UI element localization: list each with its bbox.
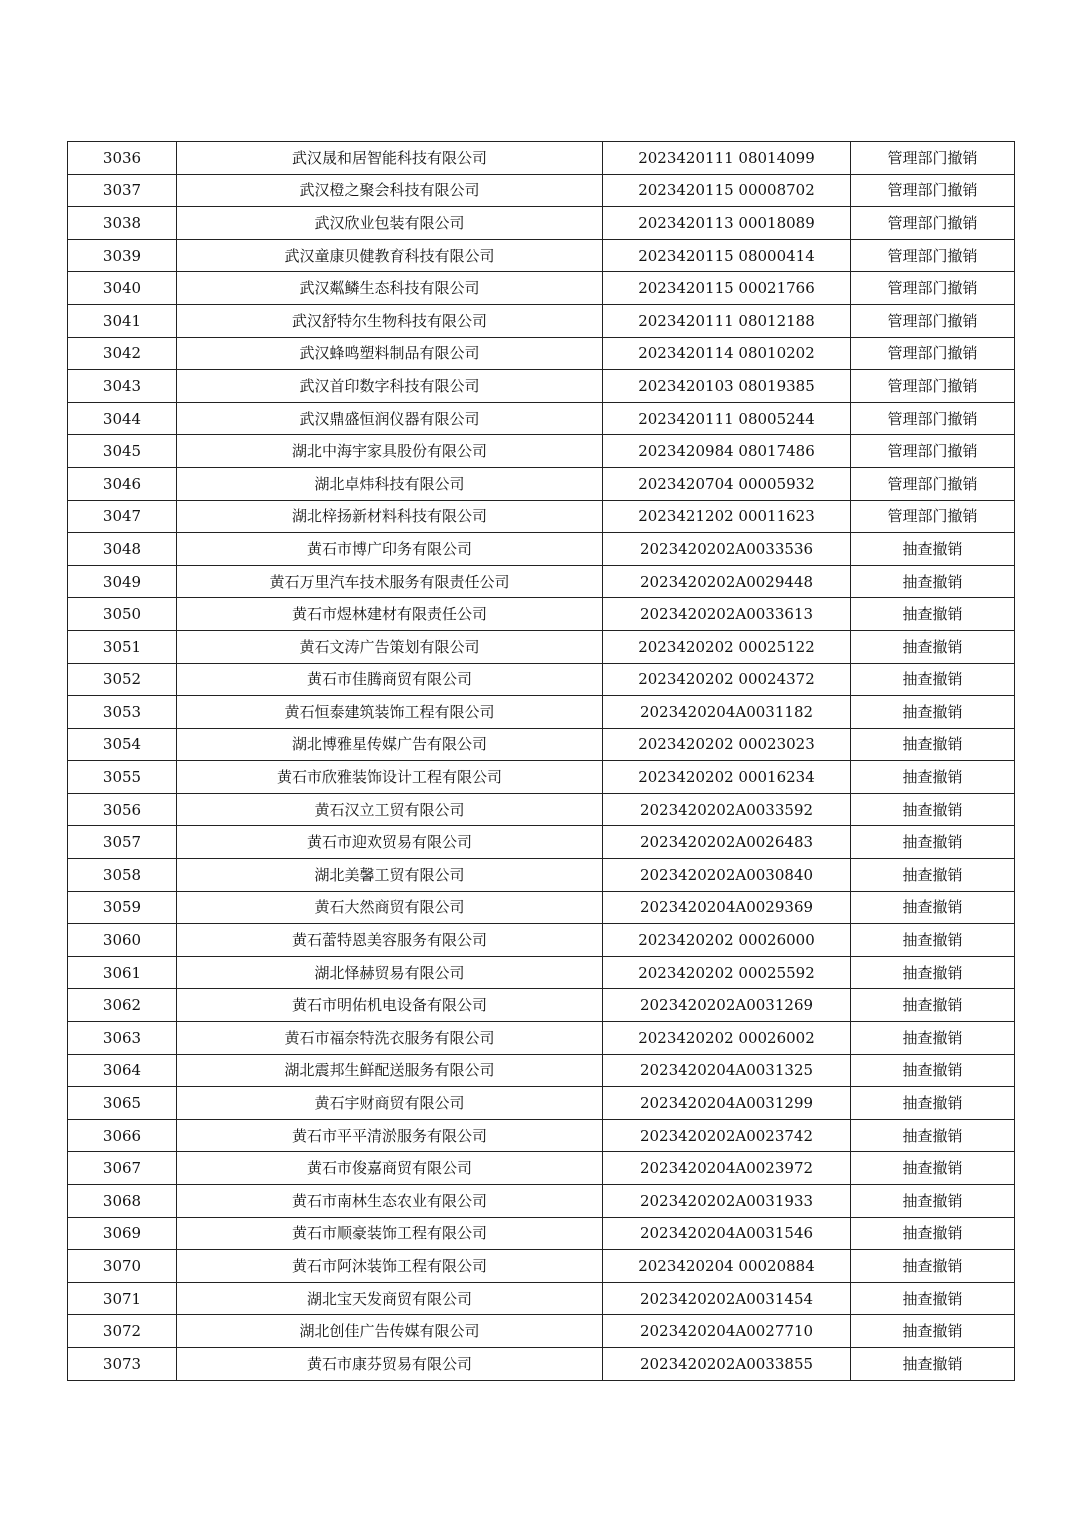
- row-number-cell: 3049: [68, 565, 177, 598]
- revocation-reason-cell: 抽查撤销: [851, 891, 1015, 924]
- certificate-code-cell: 2023420113 00018089: [603, 207, 851, 240]
- table-row: [68, 142, 1015, 175]
- company-name-cell: 黄石市顺豪装饰工程有限公司: [177, 1217, 603, 1250]
- row-number-cell: 3047: [68, 500, 177, 533]
- table-row: [68, 1217, 1015, 1250]
- row-number-cell: 3053: [68, 696, 177, 729]
- certificate-code-cell: 2023420111 08005244: [603, 402, 851, 435]
- table-row: [68, 826, 1015, 859]
- table-row: [68, 1152, 1015, 1185]
- row-number-cell: 3044: [68, 402, 177, 435]
- company-name-cell: 湖北中海宇家具股份有限公司: [177, 435, 603, 468]
- row-number-cell: 3052: [68, 663, 177, 696]
- row-number-cell: 3062: [68, 989, 177, 1022]
- row-number-cell: 3067: [68, 1152, 177, 1185]
- row-number-cell: 3048: [68, 533, 177, 566]
- table-row: [68, 533, 1015, 566]
- revocation-reason-cell: 管理部门撤销: [851, 174, 1015, 207]
- table-row: [68, 663, 1015, 696]
- row-number-cell: 3056: [68, 793, 177, 826]
- row-number-cell: 3068: [68, 1185, 177, 1218]
- certificate-code-cell: 2023420202A0030840: [603, 859, 851, 892]
- certificate-code-cell: 2023420114 08010202: [603, 337, 851, 370]
- certificate-code-cell: 2023420115 08000414: [603, 239, 851, 272]
- table-row: [68, 1250, 1015, 1283]
- table-row: [68, 435, 1015, 468]
- revocation-reason-cell: 抽查撤销: [851, 1152, 1015, 1185]
- revocation-reason-cell: 抽查撤销: [851, 1054, 1015, 1087]
- row-number-cell: 3043: [68, 370, 177, 403]
- table-row: [68, 1054, 1015, 1087]
- certificate-code-cell: 2023420202A0033613: [603, 598, 851, 631]
- row-number-cell: 3071: [68, 1282, 177, 1315]
- table-row: [68, 500, 1015, 533]
- row-number-cell: 3045: [68, 435, 177, 468]
- certificate-code-cell: 2023420204 00020884: [603, 1250, 851, 1283]
- company-name-cell: 武汉晟和居智能科技有限公司: [177, 142, 603, 175]
- table-row: [68, 174, 1015, 207]
- revocation-reason-cell: 抽查撤销: [851, 1315, 1015, 1348]
- table-row: [68, 989, 1015, 1022]
- company-name-cell: 黄石市明佑机电设备有限公司: [177, 989, 603, 1022]
- certificate-code-cell: 2023420202A0031269: [603, 989, 851, 1022]
- table-row: [68, 239, 1015, 272]
- company-name-cell: 武汉童康贝健教育科技有限公司: [177, 239, 603, 272]
- table-row: [68, 207, 1015, 240]
- revocation-reason-cell: 抽查撤销: [851, 1022, 1015, 1055]
- row-number-cell: 3060: [68, 924, 177, 957]
- certificate-code-cell: 2023420202A0031454: [603, 1282, 851, 1315]
- revocation-table: [67, 141, 1015, 1381]
- row-number-cell: 3039: [68, 239, 177, 272]
- revocation-reason-cell: 抽查撤销: [851, 859, 1015, 892]
- certificate-code-cell: 2023420202 00023023: [603, 728, 851, 761]
- revocation-reason-cell: 抽查撤销: [851, 598, 1015, 631]
- revocation-reason-cell: 抽查撤销: [851, 696, 1015, 729]
- row-number-cell: 3066: [68, 1119, 177, 1152]
- company-name-cell: 黄石恒泰建筑装饰工程有限公司: [177, 696, 603, 729]
- table-row: [68, 1315, 1015, 1348]
- company-name-cell: 黄石汉立工贸有限公司: [177, 793, 603, 826]
- table-row: [68, 402, 1015, 435]
- table-row: [68, 565, 1015, 598]
- revocation-reason-cell: 抽查撤销: [851, 761, 1015, 794]
- company-name-cell: 黄石市迎欢贸易有限公司: [177, 826, 603, 859]
- table-row: [68, 1185, 1015, 1218]
- certificate-code-cell: 2023420202 00024372: [603, 663, 851, 696]
- row-number-cell: 3064: [68, 1054, 177, 1087]
- row-number-cell: 3036: [68, 142, 177, 175]
- certificate-code-cell: 2023420202 00025122: [603, 630, 851, 663]
- company-name-cell: 黄石市福奈特洗衣服务有限公司: [177, 1022, 603, 1055]
- table-row: [68, 924, 1015, 957]
- revocation-reason-cell: 抽查撤销: [851, 1217, 1015, 1250]
- revocation-reason-cell: 管理部门撤销: [851, 467, 1015, 500]
- revocation-reason-cell: 抽查撤销: [851, 1087, 1015, 1120]
- certificate-code-cell: 2023421202 00011623: [603, 500, 851, 533]
- certificate-code-cell: 2023420202 00026002: [603, 1022, 851, 1055]
- certificate-code-cell: 2023420202A0023742: [603, 1119, 851, 1152]
- row-number-cell: 3073: [68, 1347, 177, 1380]
- row-number-cell: 3037: [68, 174, 177, 207]
- revocation-reason-cell: 抽查撤销: [851, 533, 1015, 566]
- row-number-cell: 3040: [68, 272, 177, 305]
- table-row: [68, 630, 1015, 663]
- revocation-reason-cell: 管理部门撤销: [851, 370, 1015, 403]
- certificate-code-cell: 2023420111 08014099: [603, 142, 851, 175]
- company-name-cell: 武汉蜂鸣塑料制品有限公司: [177, 337, 603, 370]
- company-name-cell: 黄石市俊嘉商贸有限公司: [177, 1152, 603, 1185]
- table-row: [68, 696, 1015, 729]
- revocation-reason-cell: 管理部门撤销: [851, 239, 1015, 272]
- row-number-cell: 3050: [68, 598, 177, 631]
- revocation-reason-cell: 抽查撤销: [851, 1347, 1015, 1380]
- company-name-cell: 武汉粼鳞生态科技有限公司: [177, 272, 603, 305]
- row-number-cell: 3065: [68, 1087, 177, 1120]
- revocation-reason-cell: 管理部门撤销: [851, 272, 1015, 305]
- certificate-code-cell: 2023420204A0027710: [603, 1315, 851, 1348]
- company-name-cell: 湖北创佳广告传媒有限公司: [177, 1315, 603, 1348]
- company-name-cell: 湖北怿赫贸易有限公司: [177, 956, 603, 989]
- table-row: [68, 337, 1015, 370]
- table-row: [68, 793, 1015, 826]
- certificate-code-cell: 2023420204A0029369: [603, 891, 851, 924]
- revocation-reason-cell: 管理部门撤销: [851, 500, 1015, 533]
- row-number-cell: 3054: [68, 728, 177, 761]
- revocation-reason-cell: 管理部门撤销: [851, 304, 1015, 337]
- certificate-code-cell: 2023420115 00021766: [603, 272, 851, 305]
- certificate-code-cell: 2023420202 00016234: [603, 761, 851, 794]
- revocation-reason-cell: 抽查撤销: [851, 565, 1015, 598]
- company-name-cell: 黄石市煜林建材有限责任公司: [177, 598, 603, 631]
- certificate-code-cell: 2023420984 08017486: [603, 435, 851, 468]
- company-name-cell: 湖北博雅星传媒广告有限公司: [177, 728, 603, 761]
- company-name-cell: 武汉橙之聚会科技有限公司: [177, 174, 603, 207]
- company-name-cell: 黄石宇财商贸有限公司: [177, 1087, 603, 1120]
- certificate-code-cell: 2023420204A0023972: [603, 1152, 851, 1185]
- revocation-reason-cell: 管理部门撤销: [851, 435, 1015, 468]
- revocation-reason-cell: 抽查撤销: [851, 956, 1015, 989]
- revocation-reason-cell: 抽查撤销: [851, 1185, 1015, 1218]
- revocation-reason-cell: 管理部门撤销: [851, 337, 1015, 370]
- revocation-reason-cell: 抽查撤销: [851, 826, 1015, 859]
- row-number-cell: 3061: [68, 956, 177, 989]
- revocation-reason-cell: 抽查撤销: [851, 663, 1015, 696]
- revocation-reason-cell: 抽查撤销: [851, 728, 1015, 761]
- table-row: [68, 761, 1015, 794]
- row-number-cell: 3055: [68, 761, 177, 794]
- certificate-code-cell: 2023420202A0033536: [603, 533, 851, 566]
- row-number-cell: 3042: [68, 337, 177, 370]
- company-name-cell: 黄石大然商贸有限公司: [177, 891, 603, 924]
- table-row: [68, 1282, 1015, 1315]
- table-row: [68, 370, 1015, 403]
- company-name-cell: 黄石市阿沐装饰工程有限公司: [177, 1250, 603, 1283]
- table-body: [68, 142, 1015, 1381]
- table-row: [68, 956, 1015, 989]
- certificate-code-cell: 2023420115 00008702: [603, 174, 851, 207]
- certificate-code-cell: 2023420103 08019385: [603, 370, 851, 403]
- company-name-cell: 黄石市佳腾商贸有限公司: [177, 663, 603, 696]
- row-number-cell: 3041: [68, 304, 177, 337]
- revocation-reason-cell: 管理部门撤销: [851, 142, 1015, 175]
- revocation-reason-cell: 抽查撤销: [851, 1250, 1015, 1283]
- company-name-cell: 湖北梓扬新材料科技有限公司: [177, 500, 603, 533]
- revocation-reason-cell: 抽查撤销: [851, 1119, 1015, 1152]
- certificate-code-cell: 2023420202A0026483: [603, 826, 851, 859]
- row-number-cell: 3051: [68, 630, 177, 663]
- table-row: [68, 1347, 1015, 1380]
- certificate-code-cell: 2023420204A0031182: [603, 696, 851, 729]
- company-name-cell: 黄石蕾特恩美容服务有限公司: [177, 924, 603, 957]
- table-row: [68, 1022, 1015, 1055]
- table-row: [68, 891, 1015, 924]
- certificate-code-cell: 2023420202A0031933: [603, 1185, 851, 1218]
- company-name-cell: 武汉欣业包装有限公司: [177, 207, 603, 240]
- certificate-code-cell: 2023420202 00026000: [603, 924, 851, 957]
- row-number-cell: 3038: [68, 207, 177, 240]
- company-name-cell: 湖北宝天发商贸有限公司: [177, 1282, 603, 1315]
- certificate-code-cell: 2023420202 00025592: [603, 956, 851, 989]
- table-row: [68, 859, 1015, 892]
- company-name-cell: 黄石万里汽车技术服务有限责任公司: [177, 565, 603, 598]
- certificate-code-cell: 2023420202A0033592: [603, 793, 851, 826]
- table-row: [68, 467, 1015, 500]
- certificate-code-cell: 2023420704 00005932: [603, 467, 851, 500]
- revocation-reason-cell: 管理部门撤销: [851, 402, 1015, 435]
- company-name-cell: 武汉舒特尔生物科技有限公司: [177, 304, 603, 337]
- table-row: [68, 304, 1015, 337]
- company-name-cell: 黄石文涛广告策划有限公司: [177, 630, 603, 663]
- company-name-cell: 黄石市康芬贸易有限公司: [177, 1347, 603, 1380]
- company-name-cell: 武汉首印数字科技有限公司: [177, 370, 603, 403]
- company-name-cell: 武汉鼎盛恒润仪器有限公司: [177, 402, 603, 435]
- row-number-cell: 3057: [68, 826, 177, 859]
- revocation-reason-cell: 抽查撤销: [851, 924, 1015, 957]
- table-row: [68, 272, 1015, 305]
- company-name-cell: 黄石市南林生态农业有限公司: [177, 1185, 603, 1218]
- row-number-cell: 3058: [68, 859, 177, 892]
- table-row: [68, 728, 1015, 761]
- certificate-code-cell: 2023420111 08012188: [603, 304, 851, 337]
- company-name-cell: 湖北震邦生鲜配送服务有限公司: [177, 1054, 603, 1087]
- revocation-reason-cell: 抽查撤销: [851, 989, 1015, 1022]
- table-row: [68, 1119, 1015, 1152]
- revocation-reason-cell: 管理部门撤销: [851, 207, 1015, 240]
- company-name-cell: 黄石市欣雅装饰设计工程有限公司: [177, 761, 603, 794]
- company-name-cell: 黄石市平平清淤服务有限公司: [177, 1119, 603, 1152]
- row-number-cell: 3072: [68, 1315, 177, 1348]
- revocation-reason-cell: 抽查撤销: [851, 793, 1015, 826]
- revocation-reason-cell: 抽查撤销: [851, 1282, 1015, 1315]
- certificate-code-cell: 2023420204A0031546: [603, 1217, 851, 1250]
- row-number-cell: 3069: [68, 1217, 177, 1250]
- table-row: [68, 1087, 1015, 1120]
- row-number-cell: 3063: [68, 1022, 177, 1055]
- certificate-code-cell: 2023420202A0029448: [603, 565, 851, 598]
- company-name-cell: 湖北卓炜科技有限公司: [177, 467, 603, 500]
- row-number-cell: 3046: [68, 467, 177, 500]
- certificate-code-cell: 2023420202A0033855: [603, 1347, 851, 1380]
- certificate-code-cell: 2023420204A0031299: [603, 1087, 851, 1120]
- table-row: [68, 598, 1015, 631]
- row-number-cell: 3070: [68, 1250, 177, 1283]
- company-name-cell: 湖北美馨工贸有限公司: [177, 859, 603, 892]
- revocation-reason-cell: 抽查撤销: [851, 630, 1015, 663]
- row-number-cell: 3059: [68, 891, 177, 924]
- company-name-cell: 黄石市博广印务有限公司: [177, 533, 603, 566]
- certificate-code-cell: 2023420204A0031325: [603, 1054, 851, 1087]
